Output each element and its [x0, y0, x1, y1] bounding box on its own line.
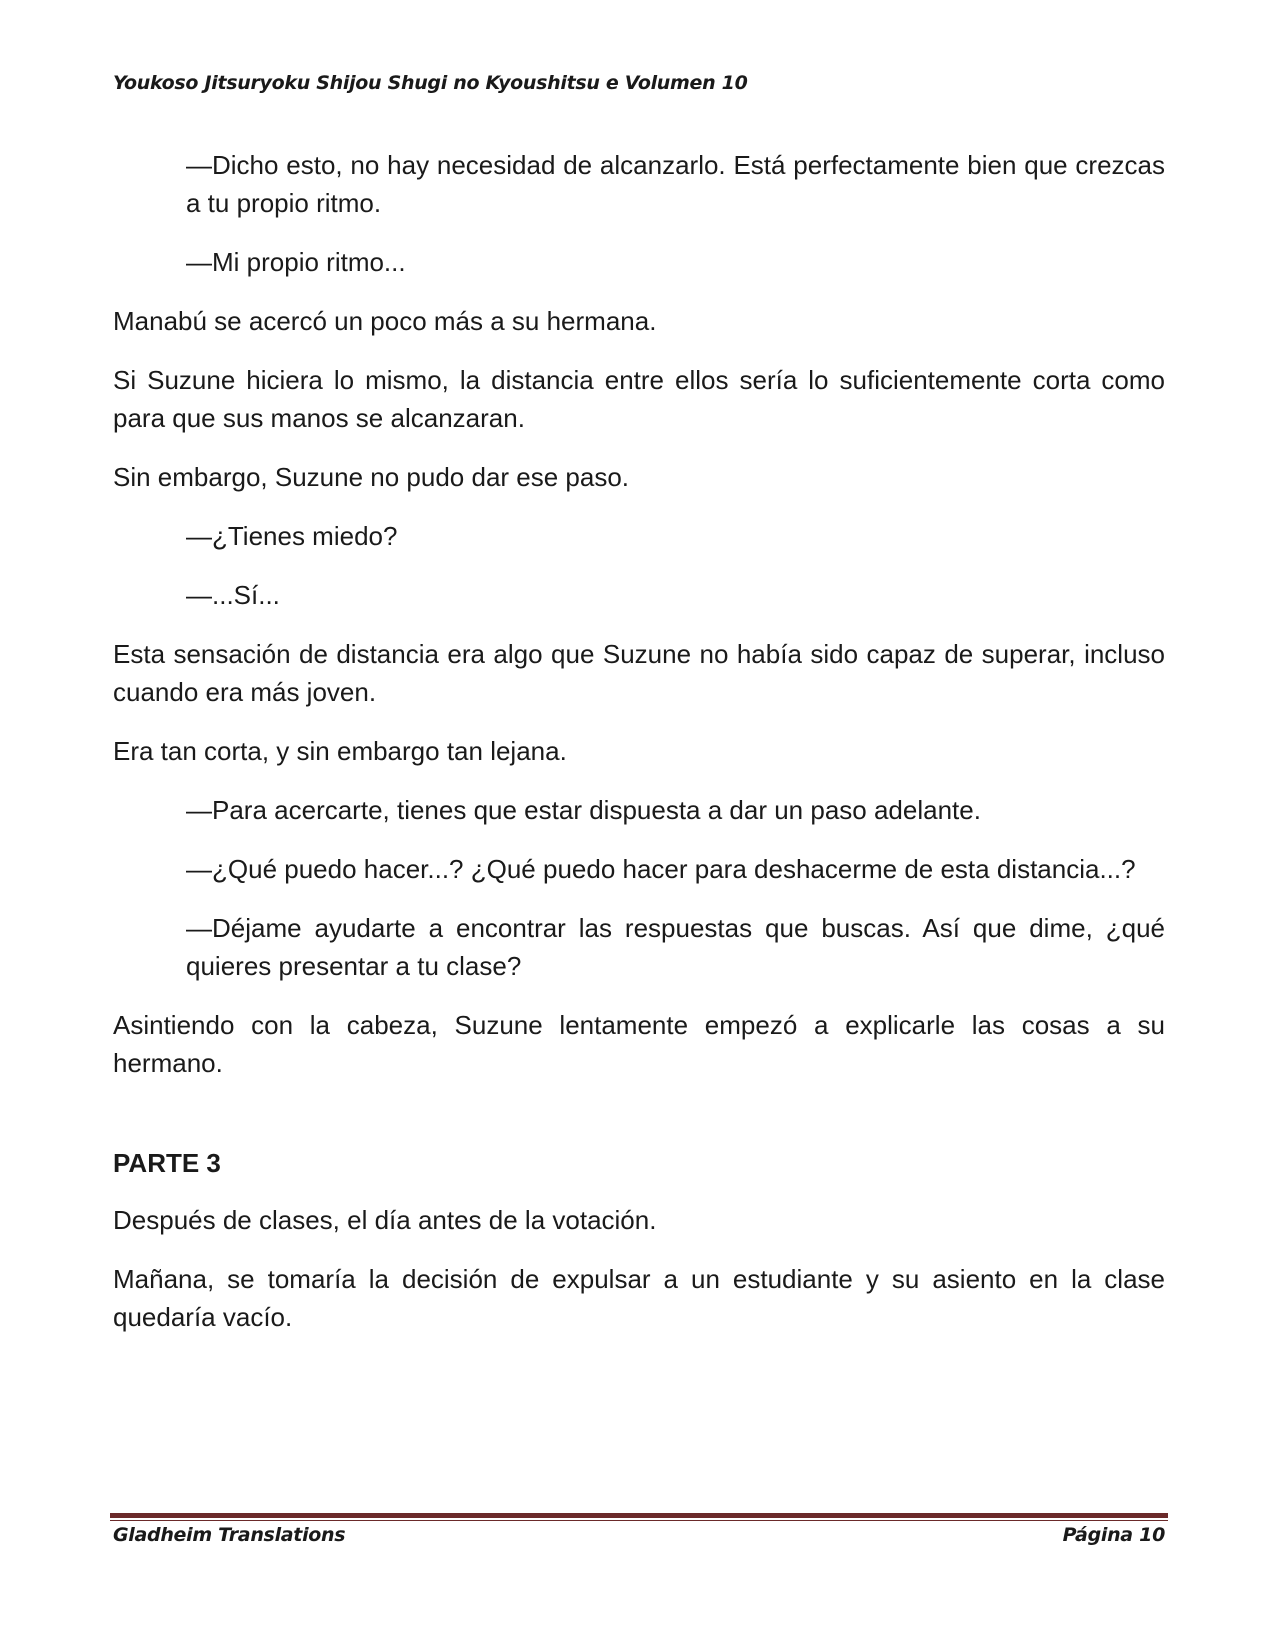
- footer-publisher: Gladheim Translations: [113, 1524, 346, 1546]
- footer-divider-thick: [110, 1513, 1168, 1518]
- paragraph-dialogue: —¿Qué puedo hacer...? ¿Qué puedo hacer para deshacerme de esta distancia...?: [186, 854, 1136, 884]
- paragraph-narration: Manabú se acercó un poco más a su hermana.: [113, 306, 657, 336]
- section-heading: PARTE 3: [113, 1148, 221, 1178]
- paragraph-dialogue: —Para acercarte, tienes que estar dispuesta a dar un paso adelante.: [186, 795, 981, 825]
- footer-divider: [110, 1513, 1168, 1521]
- paragraph-dialogue: —Déjame ayudarte a encontrar las respuestas que buscas. Así que dime, ¿qué quieres presentar a tu clase?: [186, 913, 1165, 981]
- paragraph-dialogue: —...Sí...: [186, 580, 280, 610]
- paragraph-dialogue: —Dicho esto, no hay necesidad de alcanzarlo. Está perfectamente bien que crezcas a tu propio ritmo.: [186, 150, 1165, 218]
- paragraph-narration: Después de clases, el día antes de la votación.: [113, 1205, 657, 1235]
- page-body: [113, 146, 1165, 1357]
- paragraph-narration: Asintiendo con la cabeza, Suzune lentamente empezó a explicarle las cosas a su hermano.: [113, 1010, 1165, 1078]
- paragraph-narration: Si Suzune hiciera lo mismo, la distancia entre ellos sería lo suficientemente corta como para que sus manos se alcanzaran.: [113, 365, 1165, 433]
- running-header-title: Youkoso Jitsuryoku Shijou Shugi no Kyoushitsu e Volumen 10: [113, 72, 748, 94]
- paragraph-narration: Era tan corta, y sin embargo tan lejana.: [113, 736, 567, 766]
- paragraph-narration: Mañana, se tomaría la decisión de expulsar a un estudiante y su asiento en la clase quedaría vacío.: [113, 1264, 1165, 1332]
- footer-page-number: Página 10: [1062, 1524, 1165, 1546]
- paragraph-narration: Esta sensación de distancia era algo que Suzune no había sido capaz de superar, incluso cuando era más joven.: [113, 639, 1165, 707]
- paragraph-narration: Sin embargo, Suzune no pudo dar ese paso.: [113, 462, 630, 492]
- paragraph-dialogue: —¿Tienes miedo?: [186, 521, 398, 551]
- paragraph-dialogue: —Mi propio ritmo...: [186, 247, 406, 277]
- footer-divider-thin: [110, 1520, 1168, 1521]
